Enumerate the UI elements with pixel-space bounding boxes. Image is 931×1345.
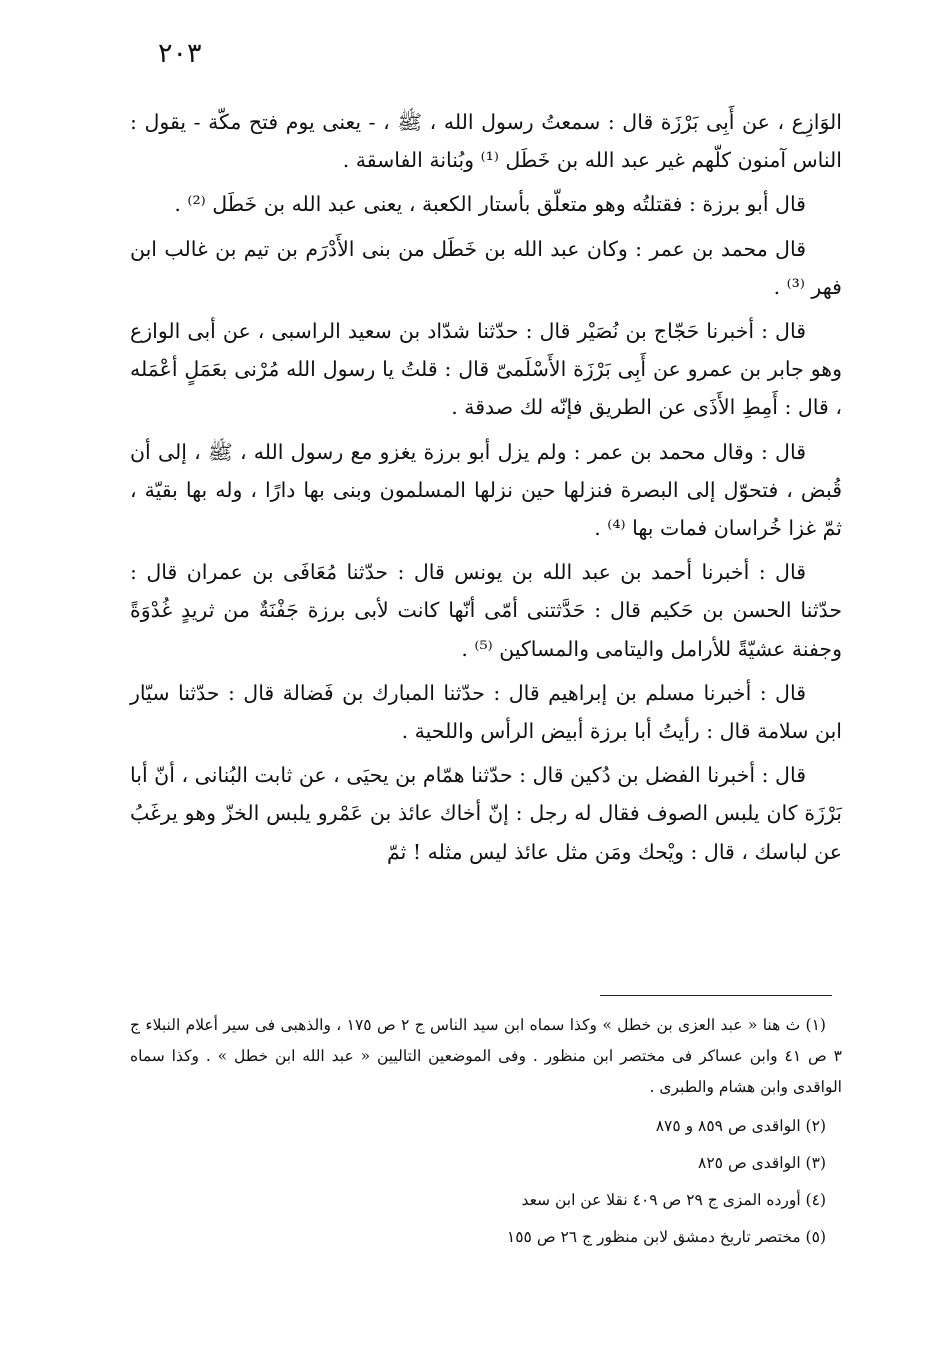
main-text — [130, 103, 842, 877]
paragraph-6: قال : أخبرنا أحمد بن عبد الله بن يونس قال : حدّثنا مُعَافَى بن عمران قال : حدّثنا الحسن بن حَكيم قال : حَدَّثتنى أمّى أنّها كانت لأبى برزة جَفْنَةٌ من ثريدٍ غُدْوَةً وجفنة عشيّةً للأرامل واليتامى والمساكين ⁽⁵⁾ . — [130, 560, 842, 661]
paragraph-1: الوَازِع ، عن أَبِى بَرْزَة قال : سمعتُ رسول الله ، ﷺ ، - يعنى يوم فتح مكّة - يقول : الناس آمنون كلّهم غير عبد الله بن خَطَل ⁽¹⁾ وبُنانة الفاسقة . — [130, 110, 842, 173]
page-number: ٢٠٣ — [158, 38, 202, 69]
paragraph-4: قال : أخبرنا حَجّاج بن نُصَيْر قال : حدّثنا شدّاد بن سعيد الراسبى ، عن أبى الوازع وهو جابر بن عمرو عن أَبِى بَرْزَة الأَسْلَمىّ قال : قلتُ يا رسول الله مُرْنى بعَمَلٍ أعْمَله ، قال : أَمِطِ الأَذَى عن الطريق فإنّه لك صدقة . — [130, 319, 842, 420]
paragraph-7: قال : أخبرنا مسلم بن إبراهيم قال : حدّثنا المبارك بن فَضالة قال : حدّثنا سيّار ابن سلامة قال : رأيتُ أبا برزة أبيض الرأس واللحية . — [130, 680, 842, 744]
footnotes — [130, 1010, 842, 1259]
footnote-divider — [600, 995, 832, 996]
footnote-1: (١) ث هنا « عبد العزى بن خطل » وكذا سماه ابن سيد الناس ج ٢ ص ١٧٥ ، والذهبى فى سير أعلام النبلاء ج ٣ ص ٤١ وابن عساكر فى مختصر ابن منظور . وفى الموضعين التاليين « عبد الله ابن خطل » . وكذا سماه الواقدى وابن هشام والطبرى . — [130, 1016, 842, 1096]
paragraph-8: قال : أخبرنا الفضل بن دُكين قال : حدّثنا همّام بن يحيَى ، عن ثابت البُنانى ، أنّ أبا بَرْزَة كان يلبس الصوف فقال له رجل : إنّ أخاك عائذ بن عَمْرو يلبس الخزّ وهو يرغَبُ عن لباسك ، قال : ويْحك ومَن مثل عائذ ليس مثله ! ثمّ — [130, 763, 842, 864]
footnote-2: (٢) الواقدى ص ٨٥٩ و ٨٧٥ — [655, 1117, 826, 1135]
paragraph-2: قال أبو برزة : فقتلتُه وهو متعلّق بأستار الكعبة ، يعنى عبد الله بن خَطَل ⁽²⁾ . — [174, 192, 806, 217]
footnote-4: (٤) أورده المزى ج ٢٩ ص ٤٠٩ نقلا عن ابن سعد — [521, 1191, 826, 1209]
footnote-3: (٣) الواقدى ص ٨٢٥ — [698, 1154, 826, 1172]
footnote-5: (٥) مختصر تاريخ دمشق لابن منظور ج ٢٦ ص ١٥٥ — [506, 1228, 826, 1246]
paragraph-5: قال : وقال محمد بن عمر : ولم يزل أبو برزة يغزو مع رسول الله ، ﷺ ، إلى أن قُبض ، فتحوّل إلى البصرة فنزلها حين نزلها المسلمون وبنى بها دارًا ، وله بها بقيّة ، ثمّ غزا خُراسان فمات بها ⁽⁴⁾ . — [130, 439, 842, 541]
paragraph-3: قال محمد بن عمر : وكان عبد الله بن خَطَل من بنى الأَدْرَم بن تيم بن غالب ابن فهر ⁽³⁾ . — [130, 236, 842, 299]
